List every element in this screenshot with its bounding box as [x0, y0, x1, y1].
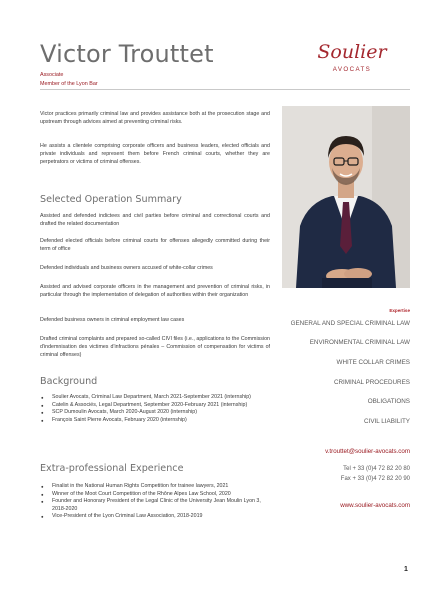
expertise-item: GENERAL AND SPECIAL CRIMINAL LAW [290, 320, 410, 327]
portrait-photo [282, 106, 410, 288]
header-divider [40, 89, 410, 90]
list-item: ● Founder and Honorary President of the Legal Clinic of the University Jean Moulin Lyon 3, 2018-2020 [40, 498, 272, 513]
extra-heading: Extra-professional Experience [40, 463, 184, 474]
expertise-item: ENVIRONMENTAL CRIMINAL LAW [309, 339, 410, 346]
person-name: Victor Trouttet [40, 40, 214, 68]
list-item: ● François Saint Pierre Avocats, February 2020 (internship) [40, 417, 272, 425]
logo-subtitle: AVOCATS [332, 66, 372, 73]
list-item: ● Catelin & Associés, Legal Department, September 2020-February 2021 (internship) [40, 402, 272, 410]
list-item: ● Soulier Avocats, Criminal Law Department, March 2021-September 2021 (internship) [40, 394, 272, 402]
role-title: Associate [40, 72, 64, 78]
list-item: ● Vice-President of the Lyon Criminal Law Association, 2018-2019 [40, 513, 272, 521]
operation-item: Assisted and advised corporate officers in the management and prevention of criminal risks, in particular through the implementation of delegation of authorities within their organization [40, 284, 270, 298]
expertise-item: WHITE COLLAR CRIMES [336, 359, 410, 366]
bar-membership: Member of the Lyon Bar [40, 81, 98, 87]
website-link[interactable]: www.soulier-avocats.com [340, 502, 410, 509]
operations-heading: Selected Operation Summary [40, 194, 182, 205]
operation-item: Assisted and defended indictees and civil parties before criminal and correctional courts and drafted the related documentation [40, 213, 270, 227]
operation-item: Defended elected officials before criminal courts for offenses allegedly committed during their term of office [40, 238, 270, 252]
expertise-item: CRIMINAL PROCEDURES [333, 379, 410, 386]
list-item: ● SCP Dumoulin Avocats, March 2020-August 2020 (internship) [40, 409, 272, 417]
logo-wordmark: Soulier [317, 41, 387, 63]
operation-item: Defended business owners in criminal employment law cases [40, 317, 185, 323]
phone-number: Tel + 33 (0)4 72 82 20 80 [343, 466, 410, 472]
extra-list [40, 483, 272, 521]
expertise-item: CIVIL LIABILITY [364, 418, 410, 425]
operation-item: Drafted criminal complaints and prepared so-called CIVI files (i.e., applications to the Commission d'indemnisation des victimes d'infractions pénales – Commission of compensation for victims of criminal offenses) [40, 336, 270, 358]
intro-paragraph-1: Victor practices primarily criminal law and provides assistance both at the prosecution stage and upstream through advices aimed at preventing criminal risks. [40, 111, 270, 125]
portrait-illustration [282, 106, 410, 288]
background-heading: Background [40, 376, 98, 387]
email-link[interactable]: v.trouttet@soulier-avocats.com [325, 448, 410, 455]
list-item: ● Finalist in the National Human Rights Competition for trainee lawyers, 2021 [40, 483, 272, 491]
expertise-item: OBLIGATIONS [367, 398, 410, 405]
expertise-label: Expertise [389, 308, 410, 313]
intro-paragraph-2: He assists a clientele comprising corporate officers and business leaders, elected officials and private individuals and represent them before French criminal courts, whether they are perpetrators or victims of criminal offenses. [40, 143, 270, 165]
fax-number: Fax + 33 (0)4 72 82 20 90 [340, 476, 410, 482]
operation-item: Defended individuals and business owners accused of white-collar crimes [40, 265, 213, 271]
firm-logo [306, 41, 398, 79]
list-item: ● Winner of the Moot Court Competition of the Rhône Alpes Law School, 2020 [40, 491, 272, 499]
page-number: 1 [404, 566, 408, 573]
background-list [40, 394, 272, 424]
